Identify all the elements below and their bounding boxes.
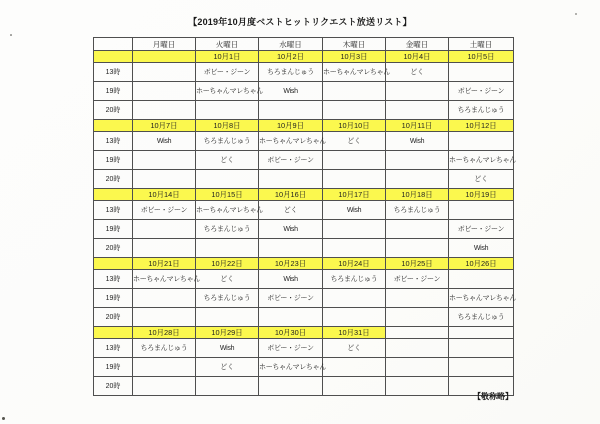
date-cell: 10月29日 [196, 327, 259, 339]
date-cell: 10月12日 [449, 120, 514, 132]
program-cell [133, 151, 196, 170]
program-cell: ボビー・ジーン [133, 201, 196, 220]
program-cell: ちろまんじゅう [449, 101, 514, 120]
program-cell: Wish [323, 201, 386, 220]
program-cell: どく [323, 132, 386, 151]
program-cell: Wish [259, 270, 323, 289]
time-label-cell: 20時 [94, 377, 133, 396]
day-header-cell: 水曜日 [259, 38, 323, 51]
program-cell [259, 377, 323, 396]
time-label-cell: 20時 [94, 239, 133, 258]
day-header-cell: 土曜日 [449, 38, 514, 51]
program-cell [133, 82, 196, 101]
date-row-time-col-cell [94, 327, 133, 339]
program-cell: ホーちゃんマレちゃん [196, 82, 259, 101]
date-cell: 10月16日 [259, 189, 323, 201]
date-cell: 10月24日 [323, 258, 386, 270]
page-title: 【2019年10月度ベストヒットリクエスト放送リスト】 [188, 17, 412, 27]
program-cell [386, 151, 449, 170]
program-cell [196, 101, 259, 120]
date-cell: 10月17日 [323, 189, 386, 201]
date-cell: 10月7日 [133, 120, 196, 132]
date-cell: 10月30日 [259, 327, 323, 339]
program-cell [323, 308, 386, 327]
program-cell [323, 151, 386, 170]
time-slot-row [94, 63, 514, 82]
date-cell [386, 327, 449, 339]
program-cell [449, 358, 514, 377]
date-cell: 10月4日 [386, 51, 449, 63]
program-cell: ホーちゃんマレちゃん [259, 132, 323, 151]
time-label-cell: 20時 [94, 101, 133, 120]
program-cell [323, 358, 386, 377]
date-cell [449, 327, 514, 339]
program-cell [196, 377, 259, 396]
program-cell: ボビー・ジーン [449, 220, 514, 239]
time-slot-row [94, 132, 514, 151]
program-cell: どく [386, 63, 449, 82]
program-cell [449, 339, 514, 358]
program-cell: ホーちゃんマレちゃん [133, 270, 196, 289]
program-cell: ホーちゃんマレちゃん [323, 63, 386, 82]
program-cell [386, 101, 449, 120]
program-cell: どく [196, 270, 259, 289]
scan-speck [10, 34, 12, 36]
program-cell: ボビー・ジーン [386, 270, 449, 289]
program-cell [196, 170, 259, 189]
time-slot-row [94, 358, 514, 377]
program-cell: どく [449, 170, 514, 189]
program-cell [196, 239, 259, 258]
time-label-cell: 13時 [94, 132, 133, 151]
program-cell [449, 132, 514, 151]
date-cell: 10月5日 [449, 51, 514, 63]
date-cell: 10月18日 [386, 189, 449, 201]
time-slot-row [94, 201, 514, 220]
week-date-row [94, 189, 514, 201]
time-label-cell: 19時 [94, 358, 133, 377]
corner-cell [94, 38, 133, 51]
program-cell: ちろまんじゅう [196, 220, 259, 239]
week-date-row [94, 327, 514, 339]
date-row-time-col-cell [94, 120, 133, 132]
program-cell: ボビー・ジーン [196, 63, 259, 82]
schedule-table-body [94, 38, 514, 396]
date-row-time-col-cell [94, 258, 133, 270]
time-label-cell: 20時 [94, 170, 133, 189]
time-slot-row [94, 308, 514, 327]
date-row-time-col-cell [94, 189, 133, 201]
time-label-cell: 19時 [94, 151, 133, 170]
time-label-cell: 20時 [94, 308, 133, 327]
program-cell [133, 358, 196, 377]
date-cell: 10月10日 [323, 120, 386, 132]
program-cell [259, 101, 323, 120]
program-cell: どく [259, 201, 323, 220]
time-label-cell: 13時 [94, 339, 133, 358]
program-cell [386, 82, 449, 101]
program-cell [323, 289, 386, 308]
date-cell: 10月11日 [386, 120, 449, 132]
scan-speck [575, 13, 577, 15]
time-slot-row [94, 151, 514, 170]
time-slot-row [94, 82, 514, 101]
program-cell [386, 377, 449, 396]
day-header-cell: 火曜日 [196, 38, 259, 51]
program-cell: Wish [259, 82, 323, 101]
program-cell [449, 201, 514, 220]
time-label-cell: 19時 [94, 220, 133, 239]
program-cell: どく [196, 358, 259, 377]
program-cell [323, 170, 386, 189]
program-cell [133, 239, 196, 258]
week-date-row [94, 51, 514, 63]
program-cell: ちろまんじゅう [323, 270, 386, 289]
program-cell [133, 170, 196, 189]
program-cell: ボビー・ジーン [259, 151, 323, 170]
program-cell [386, 289, 449, 308]
date-cell: 10月14日 [133, 189, 196, 201]
schedule-table [93, 37, 514, 396]
date-cell: 10月19日 [449, 189, 514, 201]
time-slot-row [94, 377, 514, 396]
time-slot-row [94, 270, 514, 289]
program-cell [323, 220, 386, 239]
date-cell: 10月28日 [133, 327, 196, 339]
time-slot-row [94, 339, 514, 358]
date-row-time-col-cell [94, 51, 133, 63]
week-date-row [94, 258, 514, 270]
time-label-cell: 13時 [94, 63, 133, 82]
time-slot-row [94, 101, 514, 120]
program-cell: Wish [259, 220, 323, 239]
day-header-row [94, 38, 514, 51]
week-date-row [94, 120, 514, 132]
program-cell: ちろまんじゅう [133, 339, 196, 358]
program-cell [386, 339, 449, 358]
program-cell: Wish [386, 132, 449, 151]
time-slot-row [94, 289, 514, 308]
program-cell [323, 239, 386, 258]
program-cell [133, 101, 196, 120]
date-cell: 10月15日 [196, 189, 259, 201]
program-cell [386, 170, 449, 189]
program-cell [133, 289, 196, 308]
program-cell [133, 377, 196, 396]
program-cell [386, 308, 449, 327]
time-label-cell: 19時 [94, 82, 133, 101]
program-cell [323, 377, 386, 396]
program-cell: どく [323, 339, 386, 358]
program-cell [386, 358, 449, 377]
program-cell: ちろまんじゅう [449, 308, 514, 327]
program-cell [259, 308, 323, 327]
program-cell [449, 270, 514, 289]
program-cell: ボビー・ジーン [259, 339, 323, 358]
day-header-cell: 月曜日 [133, 38, 196, 51]
day-header-cell: 金曜日 [386, 38, 449, 51]
time-label-cell: 13時 [94, 270, 133, 289]
program-cell: ホーちゃんマレちゃん [449, 289, 514, 308]
program-cell: どく [196, 151, 259, 170]
program-cell: ボビー・ジーン [259, 289, 323, 308]
date-cell: 10月3日 [323, 51, 386, 63]
date-cell: 10月2日 [259, 51, 323, 63]
program-cell [323, 82, 386, 101]
date-cell: 10月26日 [449, 258, 514, 270]
date-cell: 10月22日 [196, 258, 259, 270]
program-cell: ホーちゃんマレちゃん [259, 358, 323, 377]
date-cell: 10月9日 [259, 120, 323, 132]
program-cell [133, 308, 196, 327]
date-cell [133, 51, 196, 63]
time-slot-row [94, 170, 514, 189]
program-cell [259, 170, 323, 189]
program-cell [323, 101, 386, 120]
program-cell: ちろまんじゅう [196, 289, 259, 308]
program-cell: Wish [133, 132, 196, 151]
program-cell: ホーちゃんマレちゃん [449, 151, 514, 170]
date-cell: 10月25日 [386, 258, 449, 270]
program-cell: ちろまんじゅう [259, 63, 323, 82]
program-cell: ホーちゃんマレちゃん [196, 201, 259, 220]
time-label-cell: 13時 [94, 201, 133, 220]
program-cell [386, 220, 449, 239]
program-cell: ちろまんじゅう [196, 132, 259, 151]
program-cell [259, 239, 323, 258]
date-cell: 10月31日 [323, 327, 386, 339]
honorifics-omitted-note: 【敬称略】 [473, 392, 513, 401]
date-cell: 10月1日 [196, 51, 259, 63]
program-cell [386, 239, 449, 258]
program-cell: Wish [196, 339, 259, 358]
time-slot-row [94, 220, 514, 239]
time-slot-row [94, 239, 514, 258]
date-cell: 10月8日 [196, 120, 259, 132]
scan-speck [2, 417, 5, 420]
program-cell: ボビー・ジーン [449, 82, 514, 101]
program-cell: ちろまんじゅう [386, 201, 449, 220]
day-header-cell: 木曜日 [323, 38, 386, 51]
program-cell [133, 220, 196, 239]
date-cell: 10月23日 [259, 258, 323, 270]
program-cell [449, 63, 514, 82]
program-cell [133, 63, 196, 82]
date-cell: 10月21日 [133, 258, 196, 270]
program-cell: Wish [449, 239, 514, 258]
program-cell [196, 308, 259, 327]
time-label-cell: 19時 [94, 289, 133, 308]
